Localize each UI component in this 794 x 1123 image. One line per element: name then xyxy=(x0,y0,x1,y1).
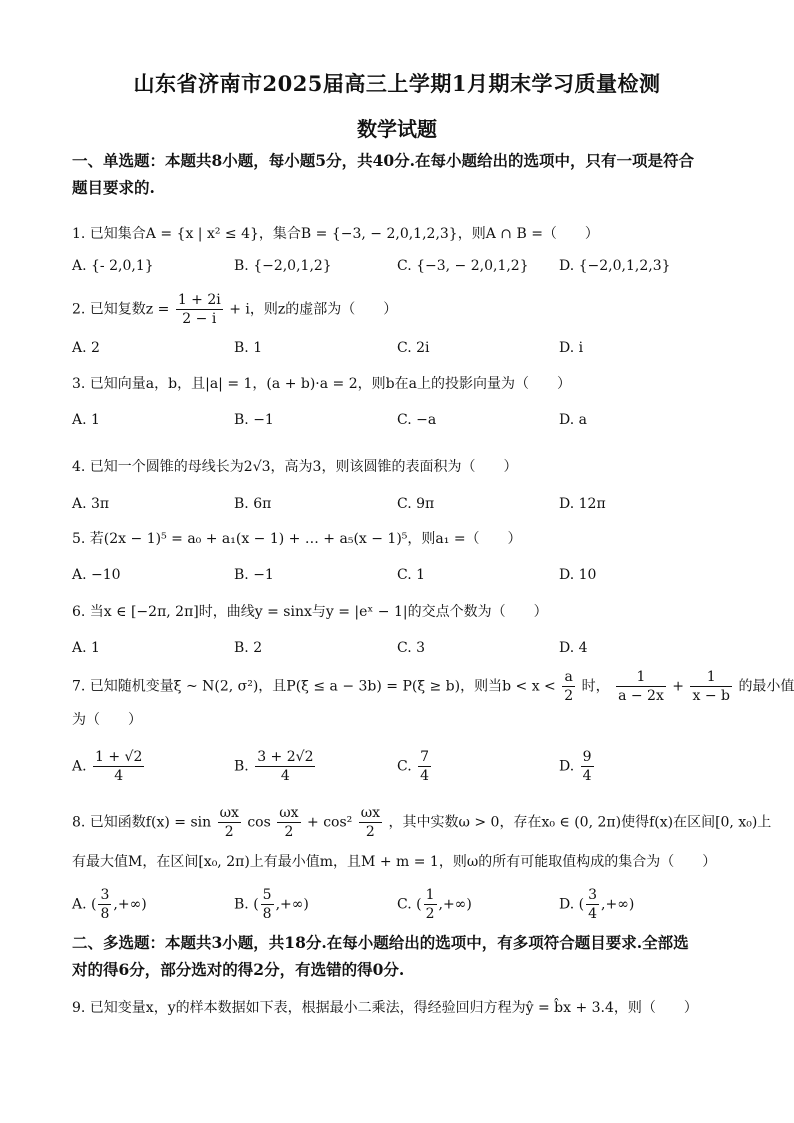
denominator: 4 xyxy=(280,768,290,784)
option-c[interactable] xyxy=(397,748,433,785)
option-a[interactable]: A. 2 xyxy=(72,340,100,356)
fraction xyxy=(176,291,223,328)
denominator: 2 xyxy=(564,688,574,704)
denominator: 4 xyxy=(114,768,124,784)
numerator: ωx xyxy=(219,805,239,821)
numerator: 1 + 2i xyxy=(177,292,221,308)
numerator: 5 xyxy=(262,887,272,903)
option-label: A. ( xyxy=(72,896,97,913)
option-tail: ,+∞) xyxy=(113,896,147,913)
numerator: 1 + √2 xyxy=(95,749,143,765)
numerator: 3 + 2√2 xyxy=(257,749,314,765)
denominator: 2 xyxy=(284,824,294,840)
stem-text: + xyxy=(672,678,685,695)
question-7-stem xyxy=(72,668,794,705)
denominator: a − 2x xyxy=(618,688,664,704)
numerator: 1 xyxy=(690,668,732,687)
question-8-options xyxy=(72,886,732,928)
numerator: a xyxy=(562,668,575,687)
denominator: 2 − i xyxy=(182,311,217,327)
question-8-stem-line2: 有最大值M，在区间[x₀, 2π)上有最小值m，且M + m = 1，则ω的所有可能取值构成的集合为（ ） xyxy=(72,854,717,870)
numerator: 7 xyxy=(420,749,430,765)
numerator: ωx xyxy=(279,805,299,821)
question-3-stem: 3. 已知向量a，b，且|a| = 1，(a + b)·a = 2，则b在a上的投影向量为（ ） xyxy=(72,376,571,392)
question-7-options xyxy=(72,748,732,790)
fraction xyxy=(581,748,594,785)
numerator: 3 xyxy=(100,887,110,903)
option-label: D. ( xyxy=(559,896,585,913)
option-d[interactable] xyxy=(559,748,596,785)
stem-text: 8. 已知函数f(x) = sin xyxy=(72,814,212,831)
fraction xyxy=(255,748,315,785)
fraction xyxy=(418,748,431,785)
fraction xyxy=(424,886,437,923)
option-a[interactable]: A. 1 xyxy=(72,640,100,656)
fraction xyxy=(359,804,382,841)
fraction xyxy=(690,668,732,705)
option-d[interactable]: D. a xyxy=(559,412,587,428)
option-c[interactable]: C. 3 xyxy=(397,640,426,656)
option-c[interactable]: C. 1 xyxy=(397,567,426,583)
question-8-stem xyxy=(72,804,772,841)
stem-text: ，其中实数ω > 0，存在x₀ ∈ (0, 2π)使得f(x)在区间[0, x₀)上 xyxy=(388,814,772,831)
numerator: 3 xyxy=(588,887,598,903)
denominator: 4 xyxy=(588,906,598,922)
fraction xyxy=(261,886,274,923)
question-4-stem: 4. 已知一个圆锥的母线长为2√3，高为3，则该圆锥的表面积为（ ） xyxy=(72,459,518,475)
option-a[interactable]: A. {- 2,0,1} xyxy=(72,258,154,274)
stem-text: cos xyxy=(247,814,271,831)
option-tail: ,+∞) xyxy=(275,896,309,913)
denominator: x − b xyxy=(692,688,730,704)
option-d[interactable]: D. 10 xyxy=(559,567,597,583)
denominator: 8 xyxy=(100,906,110,922)
option-b[interactable] xyxy=(234,886,309,923)
stem-text: 2. 已知复数z = xyxy=(72,301,170,318)
option-b[interactable] xyxy=(234,748,317,785)
option-label: A. xyxy=(72,758,87,775)
section-line: 对的得6分，部分选对的得2分，有选错的得0分. xyxy=(72,960,405,979)
fraction xyxy=(586,886,599,923)
option-c[interactable]: C. −a xyxy=(397,412,437,428)
numerator: 1 xyxy=(616,668,666,687)
option-c[interactable] xyxy=(397,886,472,923)
option-d[interactable]: D. {−2,0,1,2,3} xyxy=(559,258,671,274)
option-b[interactable]: B. 6π xyxy=(234,496,272,512)
option-d[interactable]: D. i xyxy=(559,340,584,356)
option-a[interactable] xyxy=(72,748,146,785)
stem-text: 的最小值 xyxy=(738,678,794,695)
stem-text: 时， xyxy=(581,678,610,695)
page-title: 山东省济南市2025届高三上学期1月期末学习质量检测 xyxy=(133,71,661,96)
section-line: 二、多选题：本题共3小题，共18分.在每小题给出的选项中，有多项符合题目要求.全部选 xyxy=(72,933,689,952)
denominator: 8 xyxy=(262,906,272,922)
question-2-stem xyxy=(72,291,732,328)
option-a[interactable] xyxy=(72,886,147,923)
denominator: 2 xyxy=(224,824,234,840)
option-a[interactable]: A. −10 xyxy=(72,567,121,583)
question-9-stem: 9. 已知变量x，y的样本数据如下表，根据最小二乘法，得经验回归方程为ŷ = b̂x + 3.4，则（ ） xyxy=(72,1000,698,1016)
denominator: 4 xyxy=(582,768,592,784)
option-label: D. xyxy=(559,758,575,775)
denominator: 2 xyxy=(365,824,375,840)
question-5-options xyxy=(72,567,732,591)
question-1-options xyxy=(72,258,732,282)
option-a[interactable]: A. 3π xyxy=(72,496,110,512)
option-label: B. ( xyxy=(234,896,259,913)
fraction xyxy=(616,668,666,705)
stem-text: 7. 已知随机变量ξ ~ N(2, σ²)，且P(ξ ≤ a − 3b) = P(ξ ≥ b)，则当b < x < xyxy=(72,678,556,695)
section-line: 题目要求的. xyxy=(72,178,155,197)
question-5-stem: 5. 若(2x − 1)⁵ = a₀ + a₁(x − 1) + … + a₅(x − 1)⁵，则a₁ =（ ） xyxy=(72,531,522,547)
question-2-options xyxy=(72,340,732,364)
option-label: C. xyxy=(397,758,412,775)
option-label: B. xyxy=(234,758,249,775)
fraction xyxy=(562,668,575,705)
option-tail: ,+∞) xyxy=(601,896,635,913)
section-line: 一、单选题：本题共8小题，每小题5分，共40分.在每小题给出的选项中，只有一项是符合 xyxy=(72,151,695,170)
denominator: 4 xyxy=(420,768,430,784)
section-heading-single-choice xyxy=(72,147,732,201)
option-d[interactable]: D. 12π xyxy=(559,496,606,512)
denominator: 2 xyxy=(425,906,435,922)
question-6-options xyxy=(72,640,732,664)
question-4-options xyxy=(72,496,732,520)
fraction xyxy=(98,886,111,923)
option-b[interactable]: B. 2 xyxy=(234,640,263,656)
option-b[interactable]: B. −1 xyxy=(234,412,274,428)
section-heading-multiple-choice xyxy=(72,929,732,983)
question-3-options xyxy=(72,412,732,436)
stem-text: + i，则z的虚部为（ ） xyxy=(229,301,398,318)
option-d[interactable]: D. 4 xyxy=(559,640,588,656)
option-tail: ,+∞) xyxy=(438,896,472,913)
fraction xyxy=(218,804,241,841)
fraction xyxy=(277,804,300,841)
option-c[interactable]: C. 2i xyxy=(397,340,430,356)
option-c[interactable]: C. 9π xyxy=(397,496,435,512)
page-subtitle: 数学试题 xyxy=(357,117,437,141)
fraction xyxy=(93,748,144,785)
numerator: 1 xyxy=(425,887,435,903)
option-b[interactable]: B. 1 xyxy=(234,340,263,356)
option-d[interactable] xyxy=(559,886,634,923)
option-label: C. ( xyxy=(397,896,422,913)
option-c[interactable]: C. {−3, − 2,0,1,2} xyxy=(397,258,529,274)
option-b[interactable]: B. {−2,0,1,2} xyxy=(234,258,332,274)
option-b[interactable]: B. −1 xyxy=(234,567,274,583)
numerator: ωx xyxy=(360,805,381,821)
question-6-stem: 6. 当x ∈ [−2π, 2π]时，曲线y = sinx与y = |eˣ − 1|的交点个数为（ ） xyxy=(72,604,548,620)
numerator: 9 xyxy=(582,749,592,765)
question-7-stem-line2: 为（ ） xyxy=(72,712,142,728)
option-a[interactable]: A. 1 xyxy=(72,412,100,428)
stem-text: + cos² xyxy=(307,814,353,831)
question-1-stem: 1. 已知集合A = {x | x² ≤ 4}，集合B = {−3, − 2,0,1,2,3}，则A ∩ B =（ ） xyxy=(72,226,599,242)
